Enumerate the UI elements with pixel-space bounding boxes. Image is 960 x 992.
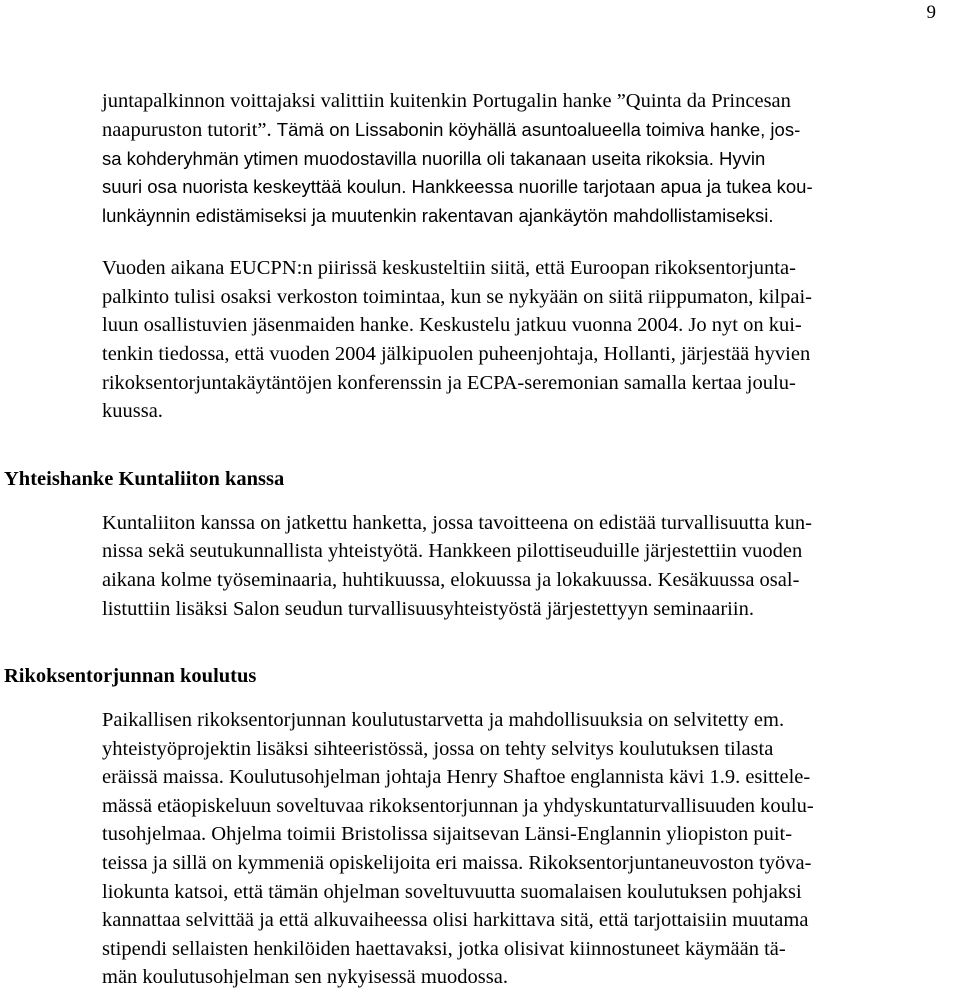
text-line: kannattaa selvittää ja että alkuvaiheessa olisi harkittava sitä, että tarjottaisiin muutama bbox=[102, 909, 809, 931]
text-line: liokunta katsoi, että tämän ohjelman soveltuvuutta suomalaisen koulutuksen pohjaksi bbox=[102, 881, 802, 903]
text-line: yhteistyöprojektin lisäksi sihteeristössä, jossa on tehty selvitys koulutuksen tilasta bbox=[102, 738, 774, 760]
text-line: mässä etäopiskeluun soveltuvaa rikoksentorjunnan ja yhdyskuntaturvallisuuden koulu- bbox=[102, 795, 814, 817]
text-line: listuttiin lisäksi Salon seudun turvallisuusyhteistyöstä järjestettyyn seminaariin. bbox=[102, 598, 754, 620]
text-line: luun osallistuvien jäsenmaiden hanke. Keskustelu jatkuu vuonna 2004. Jo nyt on kui- bbox=[102, 314, 802, 336]
text-line: stipendi sellaisten henkilöiden haettavaksi, jotka olisivat kiinnostuneet käymään tä- bbox=[102, 938, 786, 960]
page-number: 9 bbox=[926, 2, 936, 23]
text-segment: Tämä on Lissabonin köyhällä asuntoalueella toimiva hanke, jos- bbox=[276, 119, 801, 140]
text-line: rikoksentorjuntakäytäntöjen konferenssin ja ECPA-seremonian samalla kertaa joulu- bbox=[102, 372, 796, 394]
text-line: tusohjelmaa. Ohjelma toimii Bristolissa sijaitsevan Länsi-Englannin yliopiston puit- bbox=[102, 823, 793, 845]
text-line bbox=[102, 118, 800, 142]
text-line: sa kohderyhmän ytimen muodostavilla nuorilla oli takanaan useita rikoksia. Hyvin bbox=[102, 148, 766, 169]
text-segment: Hankkeessa nuorille tarjotaan apua ja tukea kou- bbox=[411, 176, 813, 197]
section-heading-koulutus: Rikoksentorjunnan koulutus bbox=[4, 665, 257, 687]
text-segment: naapuruston tutorit”. bbox=[102, 119, 277, 141]
text-line: Paikallisen rikoksentorjunnan koulutustarvetta ja mahdollisuuksia on selvitetty em. bbox=[102, 709, 785, 731]
text-line: nissa sekä seutukunnallista yhteistyötä. Hankkeen pilottiseuduille järjestettiin vuoden bbox=[102, 540, 803, 562]
text-line: teissa ja sillä on kymmeniä opiskelijoita eri maissa. Rikoksentorjuntaneuvoston työva- bbox=[102, 852, 812, 874]
text-line: tenkin tiedossa, että vuoden 2004 jälkipuolen puheenjohtaja, Hollanti, järjestää hyvien bbox=[102, 343, 811, 365]
text-line: juntapalkinnon voittajaksi valittiin kuitenkin Portugalin hanke ”Quinta da Princesan bbox=[102, 90, 791, 112]
text-line: palkinto tulisi osaksi verkoston toimintaa, kun se nykyään on siitä riippumaton, kilpai- bbox=[102, 286, 813, 308]
text-line: eräissä maissa. Koulutusohjelman johtaja Henry Shaftoe englannista kävi 1.9. esittele- bbox=[102, 766, 811, 788]
section-heading-kuntaliitto: Yhteishanke Kuntaliiton kanssa bbox=[4, 468, 285, 490]
text-line: kuussa. bbox=[102, 400, 163, 422]
text-line: lunkäynnin edistämiseksi ja muutenkin rakentavan ajankäytön mahdollistamiseksi. bbox=[102, 205, 774, 226]
text-line: män koulutusohjelman sen nykyisessä muodossa. bbox=[102, 966, 508, 988]
text-line bbox=[102, 175, 813, 199]
text-line: Kuntaliiton kanssa on jatkettu hanketta, jossa tavoitteena on edistää turvallisuutta kun- bbox=[102, 512, 812, 534]
text-line: aikana kolme työseminaaria, huhtikuussa, elokuussa ja lokakuussa. Kesäkuussa osal- bbox=[102, 569, 800, 591]
text-line: Vuoden aikana EUCPN:n piirissä keskusteltiin siitä, että Euroopan rikoksentorjunta- bbox=[102, 257, 796, 279]
text-segment: suuri osa nuorista keskeyttää koulun. bbox=[102, 176, 412, 197]
